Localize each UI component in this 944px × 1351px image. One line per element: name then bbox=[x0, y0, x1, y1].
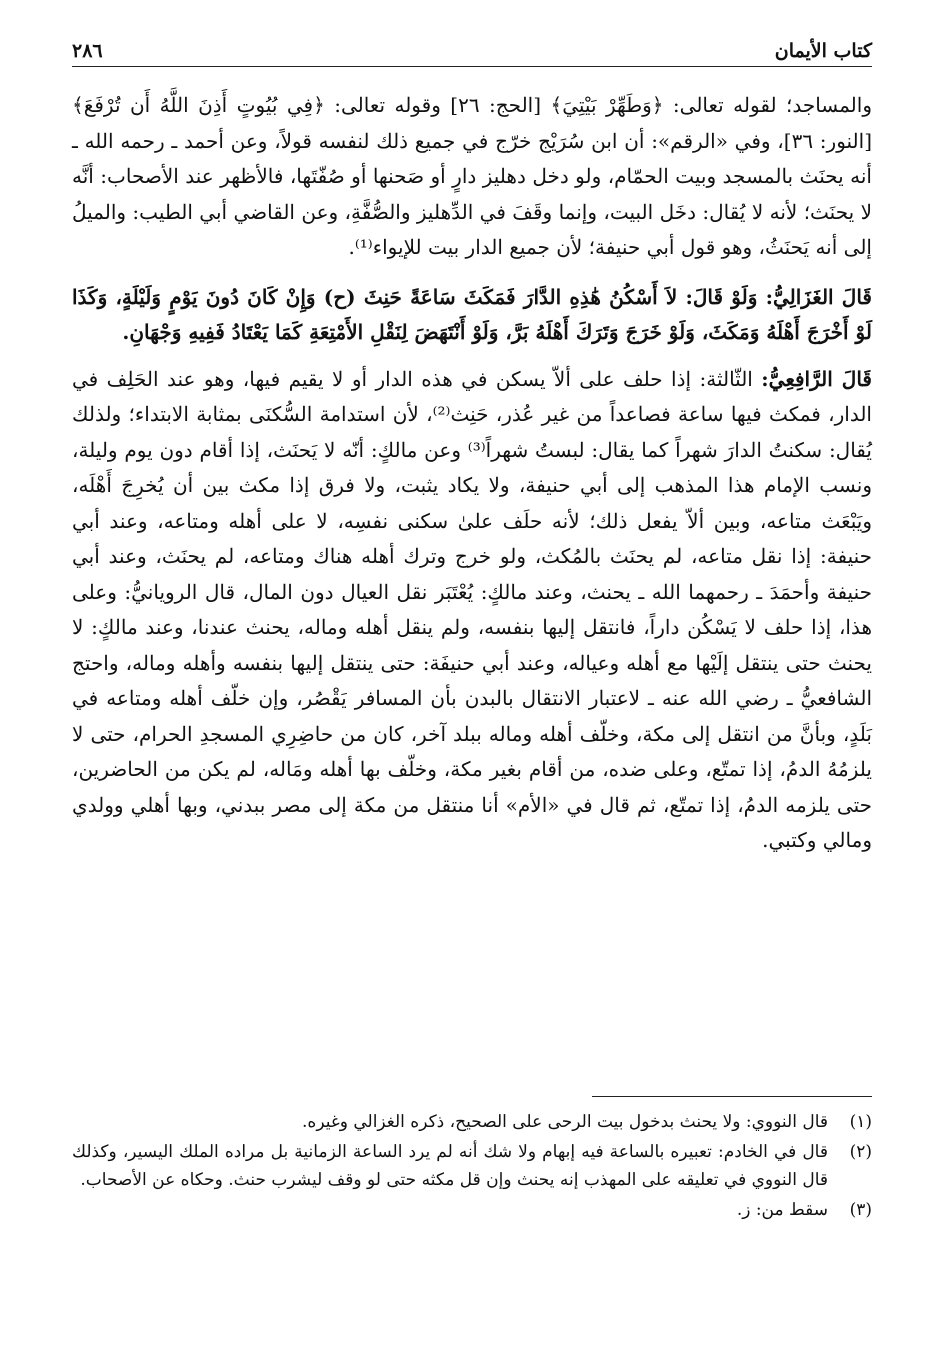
main-text bbox=[72, 88, 872, 859]
footnote-text: قال النووي: ولا يحنث بدخول بيت الرحى على الصحيح، ذكره الغزالي وغيره. bbox=[302, 1112, 828, 1132]
book-title: كتاب الأيمان bbox=[774, 40, 872, 62]
footnote-text: قال في الخادم: تعبيره بالساعة فيه إبهام ولا شك أنه لم يرد الساعة الزمانية بل مراده الملك اليسير، وكذلك قال النووي في تعليقه على المهذب إنه يحنث وإن قل مكثه حتى لو وقف ليشرب حنث. وحكاه عن الأصحاب. bbox=[72, 1142, 828, 1190]
intro-paragraph: والمساجد؛ لقوله تعالى: ﴿وَطَهِّرْ بَيْتِيَ﴾ [الحج: ٢٦] وقوله تعالى: ﴿فِي بُيُوتٍ أَذِنَ اللَّهُ أَن تُرْفَعَ﴾ [النور: ٣٦]، وفي «الرقم»: أن ابن سُرَيْج خرّج في جميع ذلك لنفسه قولاً، وعن أحمد ـ رحمه الله ـ أنه يحنَث بالمسجد وبيت الحمّام، ولو دخل دهليز دارٍ أو صَحنها أو صُفّتَها، فالأظهر عند الأصحاب: أنَّه لا يحنَث؛ لأنه لا يُقال: دخَل البيت، وإنما وقَفَ في الدِّهليز والصُّفَّةِ، وعن القاضي أبي الطيب: والميلُ إلى أنه يَحنَثُ، وهو قول أبي حنيفة؛ لأن جميع الدار بيت للإيواء⁽¹⁾. bbox=[72, 93, 873, 259]
footnote-item bbox=[72, 1196, 872, 1224]
footnotes bbox=[72, 1108, 872, 1226]
footnote-number: (١) bbox=[849, 1112, 872, 1132]
footnote-number: (٣) bbox=[849, 1200, 872, 1220]
footnote-item bbox=[72, 1138, 872, 1194]
footnote-separator bbox=[592, 1096, 872, 1097]
footnote-text: سقط من: ز. bbox=[736, 1200, 828, 1220]
ghazali-paragraph: قَالَ الغَزَالِيُّ: وَلَوْ قَالَ: لاَ أَسْكُنُ هَٰذِهِ الدَّارَ فَمَكَثَ سَاعَةً حَنِثَ (ح) وَإِنْ كَانَ دُونَ يَوْمٍ وَلَيْلَةٍ، وَكَذَا لَوْ أَخْرَجَ أَهْلَهُ وَمَكَثَ، وَلَوْ خَرَجَ وَتَرَكَ أَهْلَهُ بَرَّ، وَلَوْ أَنْتَهَضَ لِنَقْلِ الأَمْتِعَةِ كَمَا يَعْتَادُ فَفِيهِ وَجْهَانِ. bbox=[72, 284, 872, 344]
page-number: ٢٨٦ bbox=[72, 40, 103, 62]
running-header bbox=[72, 28, 872, 67]
rafii-paragraph bbox=[72, 362, 872, 859]
rafii-lead: قَالَ الرَّافِعِيُّ: bbox=[761, 366, 872, 391]
footnote-number: (٢) bbox=[849, 1142, 872, 1162]
footnote-item bbox=[72, 1108, 872, 1136]
rafii-text: الثّالثة: إذا حلف على ألاّ يسكن في هذه الدار أو لا يقيم فيها، وهو عند الحَلِف في الدار، فمكث فيها ساعة فصاعداً من غير عُذر، حَنِث⁽²⁾، لأن استدامة السُّكنَى بمثابة الابتداء؛ ولذلك يُقال: سكنتُ الدارَ شهراً كما يقال: لبستُ شهراً⁽³⁾ وعن مالكٍ: أنّه لا يَحنَث، إذا أقام دون يوم وليلة، ونسب الإمام هذا المذهب إلى أبي حنيفة، ولا يكاد يثبت، ولا فرق إذا مكث بين أن يُخرِجَ أَهْلَه، ويَبْعَث متاعه، وبين ألاّ يفعل ذلك؛ لأنه حلَف علىٰ سكنى نفسِه، لا على أهله ومتاعه، وعند أبي حنيفة: إذا نقل متاعه، لم يحنَث بالمُكث، ولو خرج وترك أهله هناك ومتاعه، لم يحنَث، وعند أبي حنيفة وأحمَدَ ـ رحمهما الله ـ يحنث، وعند مالكٍ: يُعْتَبَر نقل العيال دون المال، قال الرويانيُّ: وعلى هذا، إذا حلف لا يَسْكُن داراً، فانتقل إليها بنفسه، ولم ينقل أهله وماله، يحنث عندنا، وعند مالكٍ: لا يحنث حتى ينتقل إلَيْها مع أهله وعياله، وعند أبي حنيفَة: حتى ينتقل إليها بنفسه وأهله وماله، واحتج الشافعيُّ ـ رضي الله عنه ـ لاعتبار الانتقال بالبدن بأن المسافر يَقْصُر، وإن خلّف أهله ومتاعه في بَلَدٍ، وبأنَّ من انتقل إلى مكة، وخلّف أهله وماله ببلد آخر، كان من حاضِرِي المسجدِ الحرام، حتى لا يلزمُهُ الدمُ، إذا تمتّع، وعلى ضده، من أقام بغير مكة، وخلّف بها أهله ومَاله، لم يكن من الحاضرين، حتى يلزمه الدمُ، إذا تمتّع، ثم قال في «الأم» أنا منتقل من مكة إلى مصر ببدني، وبها أهلي وولدي ومالي وكتبي. bbox=[72, 366, 872, 852]
